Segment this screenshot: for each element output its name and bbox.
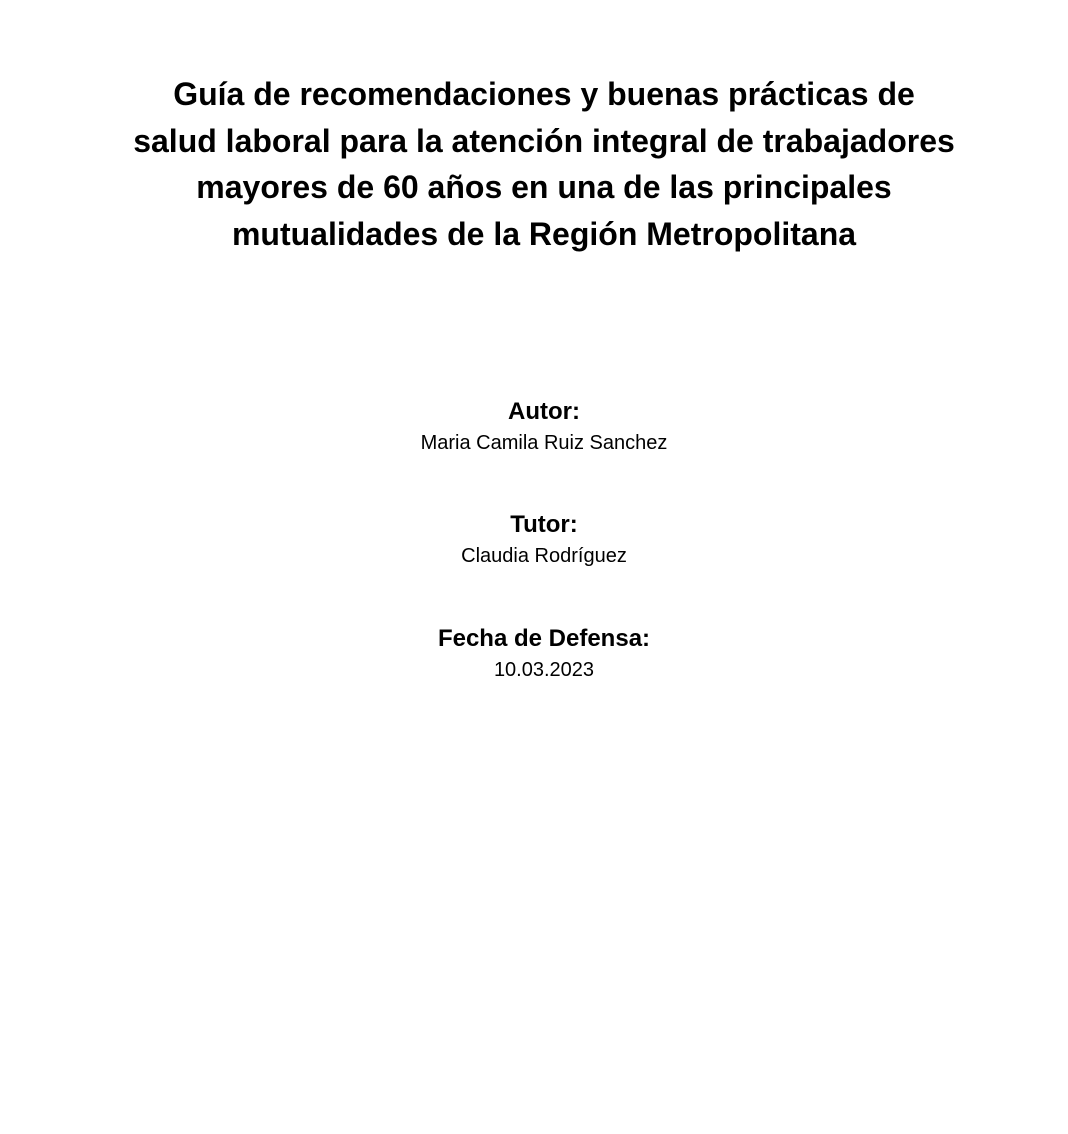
defense-date-label: Fecha de Defensa: <box>437 625 651 652</box>
tutor-section <box>0 510 1068 569</box>
author-section <box>0 397 1068 456</box>
author-name: Maria Camila Ruiz Sanchez <box>420 432 668 454</box>
title-line-1: Guía de recomendaciones y buenas prácticas de <box>173 76 915 112</box>
author-label: Autor: <box>508 398 580 425</box>
defense-date-section <box>0 624 1068 683</box>
tutor-label: Tutor: <box>510 511 578 538</box>
document-title <box>60 71 1028 257</box>
defense-date-value: 10.03.2023 <box>493 659 595 681</box>
title-line-4: mutualidades de la Región Metropolitana <box>231 215 857 252</box>
title-line-3: mayores de 60 años en una de las principales <box>196 169 892 205</box>
tutor-name: Claudia Rodríguez <box>461 545 627 567</box>
title-line-2: salud laboral para la atención integral de trabajadores <box>133 122 955 159</box>
